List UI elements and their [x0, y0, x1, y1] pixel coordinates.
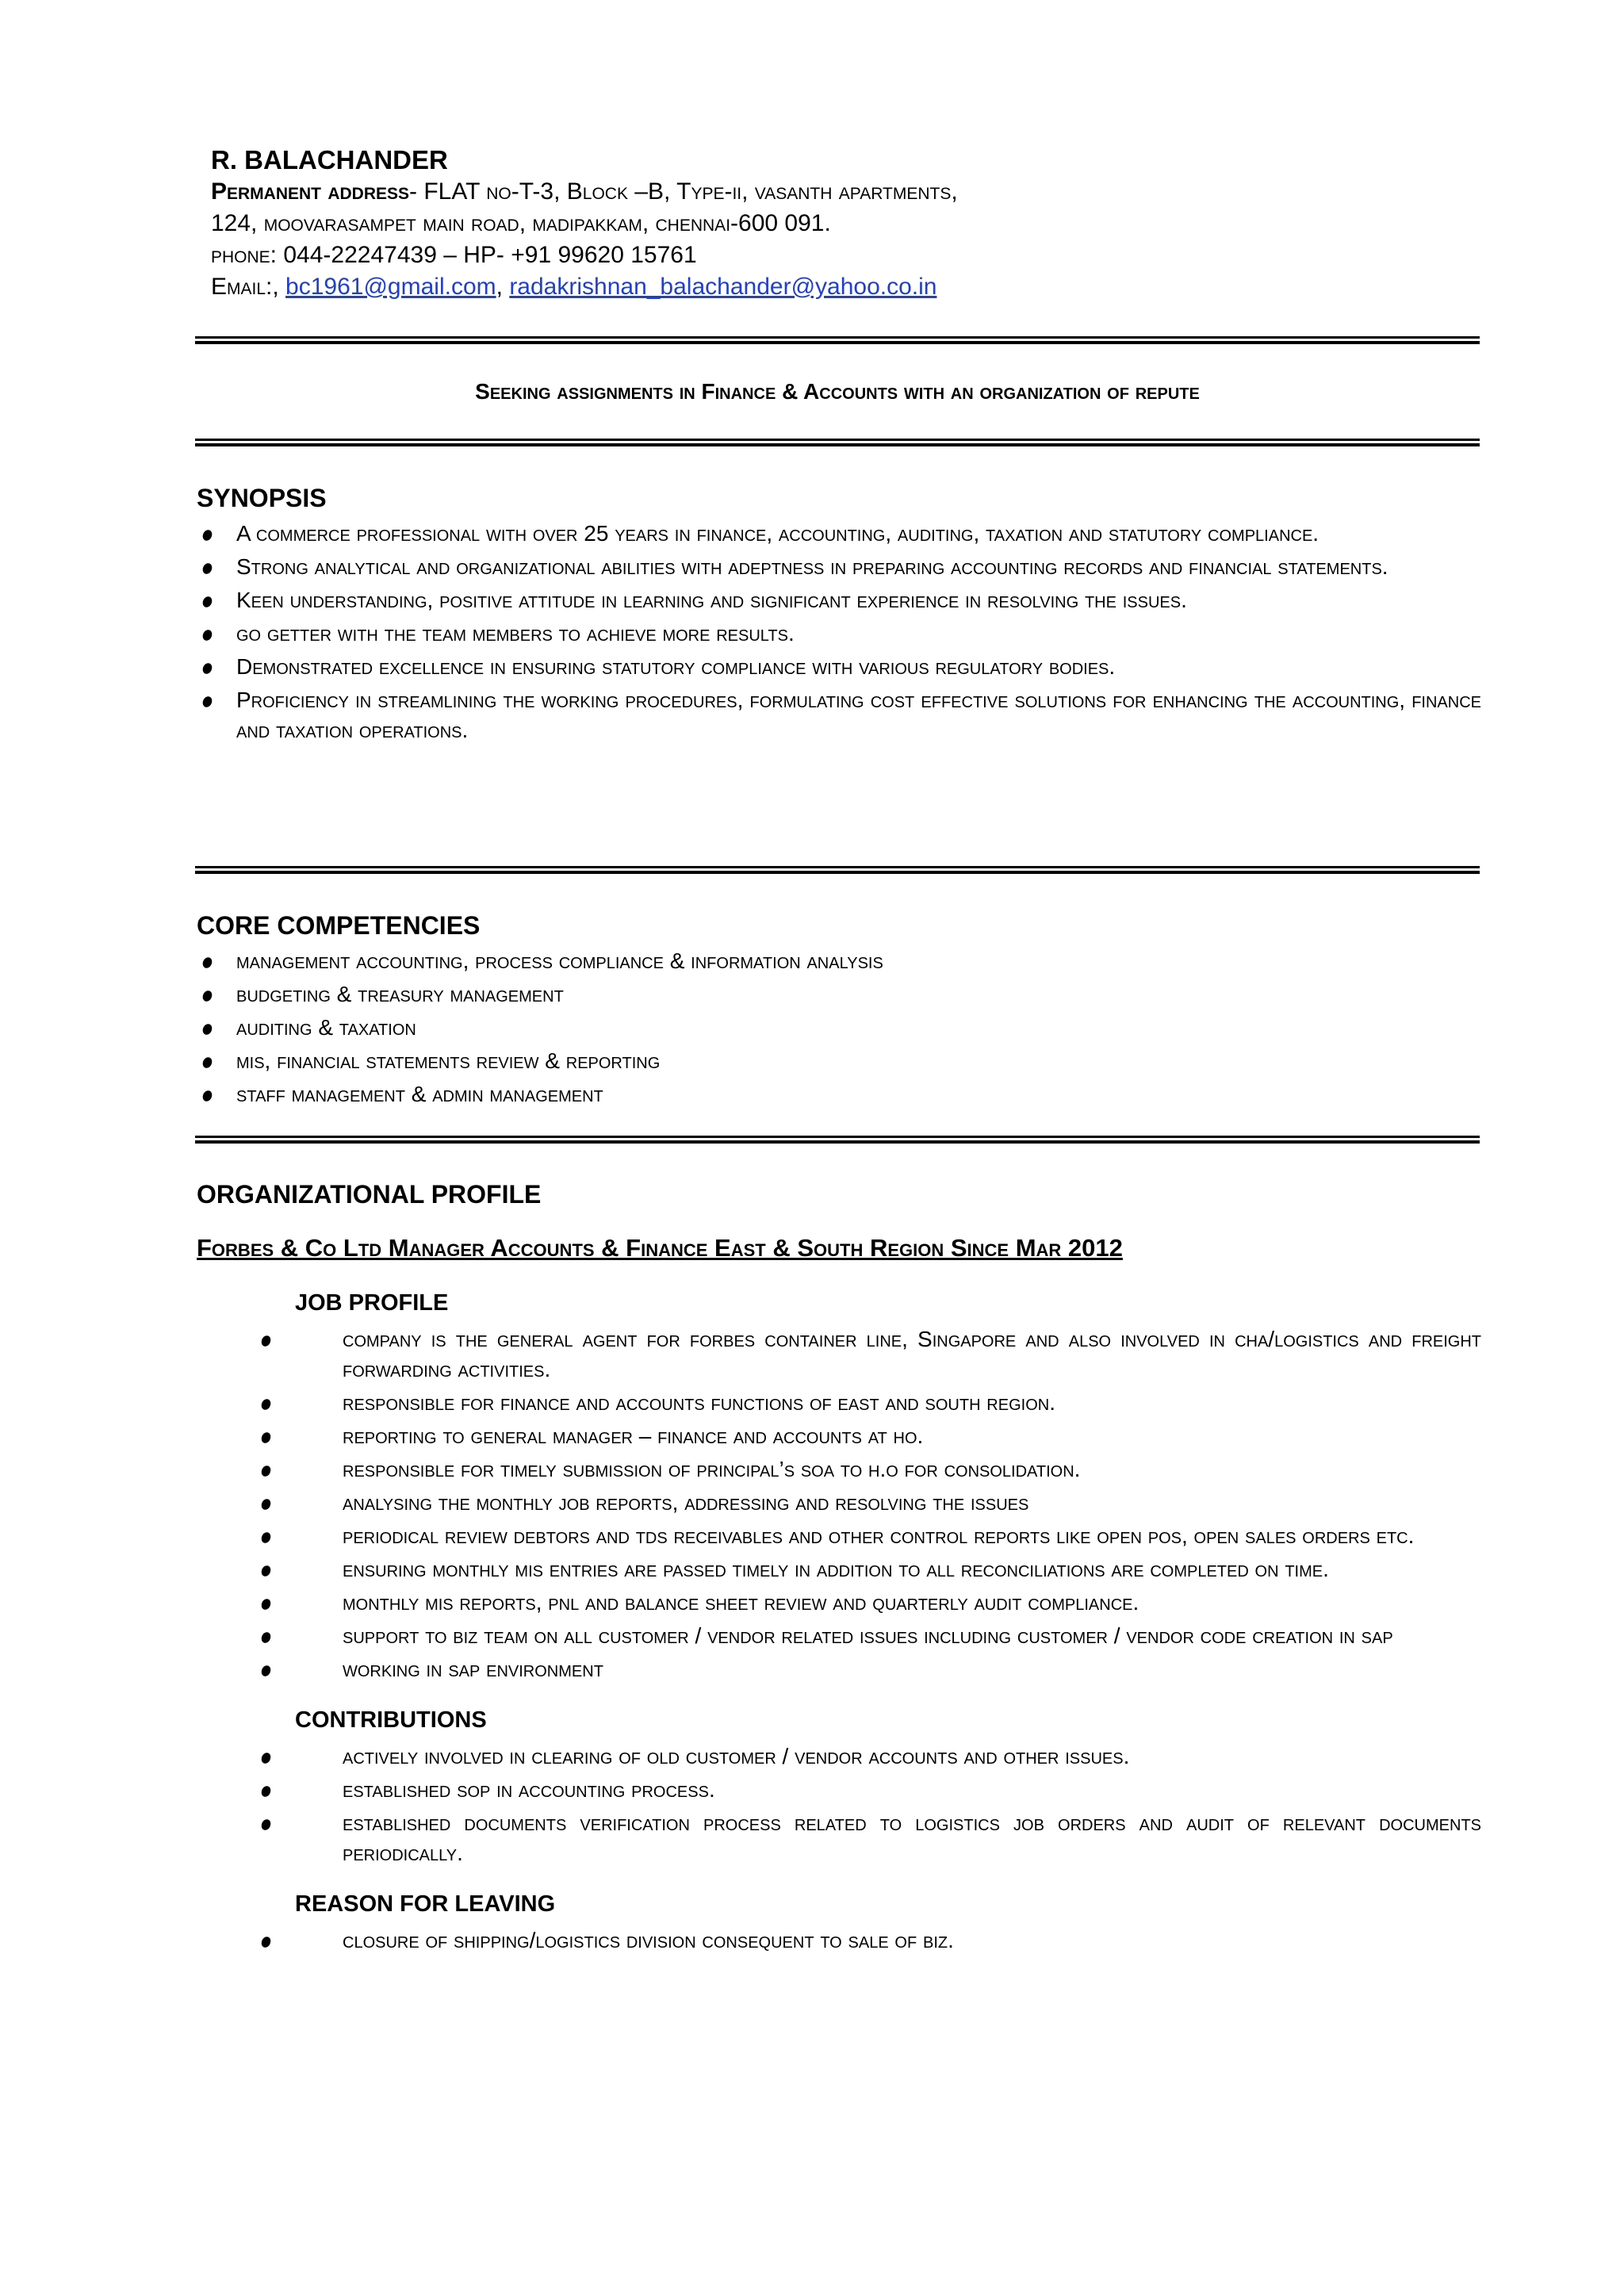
list-item: staff management & admin management	[197, 1079, 1481, 1109]
list-item: support to biz team on all customer / vendor related issues including customer / vendor code creation in sap	[247, 1621, 1481, 1651]
reason-list	[295, 1925, 1481, 1956]
email-link-yahoo[interactable]: radakrishnan_balachander@yahoo.co.in	[509, 274, 937, 300]
list-item: budgeting & treasury management	[197, 979, 1481, 1010]
list-item: reporting to general manager – finance and accounts at ho.	[247, 1421, 1481, 1451]
bullet-icon	[260, 1664, 273, 1677]
synopsis-list	[197, 519, 1481, 745]
list-item: Demonstrated excellence in ensuring statutory compliance with various regulatory bodies.	[197, 652, 1481, 682]
job-profile-block	[295, 1288, 1481, 1684]
bullet-icon	[201, 1056, 214, 1069]
list-item: company is the general agent for forbes container line, Singapore and also involved in cha/logistics and freight forwarding activities.	[247, 1324, 1481, 1385]
list-item: mis, financial statements review & reporting	[197, 1046, 1481, 1076]
address-line-2: 124, moovarasampet main road, madipakkam, chennai-600 091.	[211, 210, 831, 236]
subsection-title: CONTRIBUTIONS	[295, 1707, 487, 1733]
competencies-list	[197, 946, 1481, 1109]
address-line-1	[211, 176, 1480, 208]
bullet-icon	[260, 1334, 273, 1347]
email-line	[211, 271, 1480, 303]
divider	[195, 336, 1480, 344]
section-title: SYNOPSIS	[197, 484, 327, 512]
bullet-icon	[260, 1564, 273, 1577]
email-link-gmail[interactable]: bc1961@gmail.com	[285, 274, 496, 300]
phone-line	[211, 239, 1480, 271]
bullet-icon	[260, 1935, 273, 1948]
subsection-title: JOB PROFILE	[295, 1290, 449, 1316]
divider	[195, 1136, 1480, 1144]
phone-value: 044-22247439 – HP- +91 99620 15761	[283, 242, 697, 268]
bullet-icon	[260, 1751, 273, 1764]
list-item: go getter with the team members to achieve more results.	[197, 619, 1481, 649]
bullet-icon	[201, 561, 214, 575]
bullet-icon	[201, 595, 214, 608]
objective-line: Seeking assignments in Finance & Accounts with an organization of repute	[475, 379, 1200, 404]
subsection-title: REASON FOR LEAVING	[295, 1891, 556, 1917]
bullet-icon	[201, 528, 214, 542]
list-item: working in sap environment	[247, 1654, 1481, 1684]
reason-for-leaving-block	[295, 1889, 1481, 1956]
bullet-icon	[260, 1431, 273, 1444]
list-item: periodical review debtors and tds receivables and other control reports like open pos, open sales orders etc.	[247, 1521, 1481, 1551]
divider	[195, 439, 1480, 446]
list-item: ensuring monthly mis entries are passed timely in addition to all reconciliations are completed on time.	[247, 1554, 1481, 1584]
bullet-icon	[201, 628, 214, 642]
bullet-icon	[260, 1397, 273, 1411]
email-separator: ,	[496, 274, 503, 300]
synopsis-section	[197, 482, 1481, 749]
list-item: Strong analytical and organizational abilities with adeptness in preparing accounting records and financial statements.	[197, 552, 1481, 582]
list-item: monthly mis reports, pnl and balance sheet review and quarterly audit compliance.	[247, 1588, 1481, 1618]
job-profile-list	[295, 1324, 1481, 1684]
organizational-profile-section	[197, 1178, 1481, 1959]
bullet-icon	[260, 1497, 273, 1511]
list-item: responsible for timely submission of principal’s soa to h.o for consolidation.	[247, 1454, 1481, 1485]
address-value: - FLAT no-T-3, Block –B, Type-ii, vasanth apartments,	[409, 178, 958, 205]
list-item: Proficiency in streamlining the working procedures, formulating cost effective solutions for enhancing the accounting, finance and taxation operations.	[197, 685, 1481, 745]
list-item: established sop in accounting process.	[247, 1775, 1481, 1805]
bullet-icon	[201, 989, 214, 1002]
bullet-icon	[260, 1630, 273, 1644]
list-item: management accounting, process compliance & information analysis	[197, 946, 1481, 976]
contributions-block	[295, 1705, 1481, 1868]
list-item: Keen understanding, positive attitude in learning and significant experience in resolving the issues.	[197, 585, 1481, 615]
address-label: Permanent address	[211, 178, 410, 205]
bullet-icon	[260, 1818, 273, 1831]
bullet-icon	[201, 661, 214, 675]
bullet-icon	[201, 1022, 214, 1036]
list-item: analysing the monthly job reports, addressing and resolving the issues	[247, 1488, 1481, 1518]
list-item: established documents verification process related to logistics job orders and audit of relevant documents periodically.	[247, 1808, 1481, 1868]
email-label: Email:,	[211, 274, 279, 300]
bullet-icon	[201, 1089, 214, 1102]
divider	[195, 866, 1480, 874]
list-item: closure of shipping/logistics division consequent to sale of biz.	[247, 1925, 1481, 1956]
list-item: A commerce professional with over 25 years in finance, accounting, auditing, taxation and statutory compliance.	[197, 519, 1481, 549]
section-title: ORGANIZATIONAL PROFILE	[197, 1180, 542, 1209]
bullet-icon	[260, 1531, 273, 1544]
candidate-name: R. BALACHANDER	[211, 145, 448, 174]
company-heading: Forbes & Co Ltd Manager Accounts & Finance East & South Region Since Mar 2012	[197, 1234, 1123, 1262]
bullet-icon	[201, 956, 214, 969]
phone-label: phone:	[211, 242, 278, 268]
bullet-icon	[260, 1464, 273, 1477]
bullet-icon	[201, 695, 214, 708]
bullet-icon	[260, 1597, 273, 1611]
list-item: actively involved in clearing of old customer / vendor accounts and other issues.	[247, 1741, 1481, 1772]
list-item: responsible for finance and accounts functions of east and south region.	[247, 1388, 1481, 1418]
list-item: auditing & taxation	[197, 1013, 1481, 1043]
contributions-list	[295, 1741, 1481, 1868]
section-title: CORE COMPETENCIES	[197, 911, 481, 940]
contact-header	[211, 144, 1480, 303]
bullet-icon	[260, 1784, 273, 1798]
core-competencies-section	[197, 910, 1481, 1113]
